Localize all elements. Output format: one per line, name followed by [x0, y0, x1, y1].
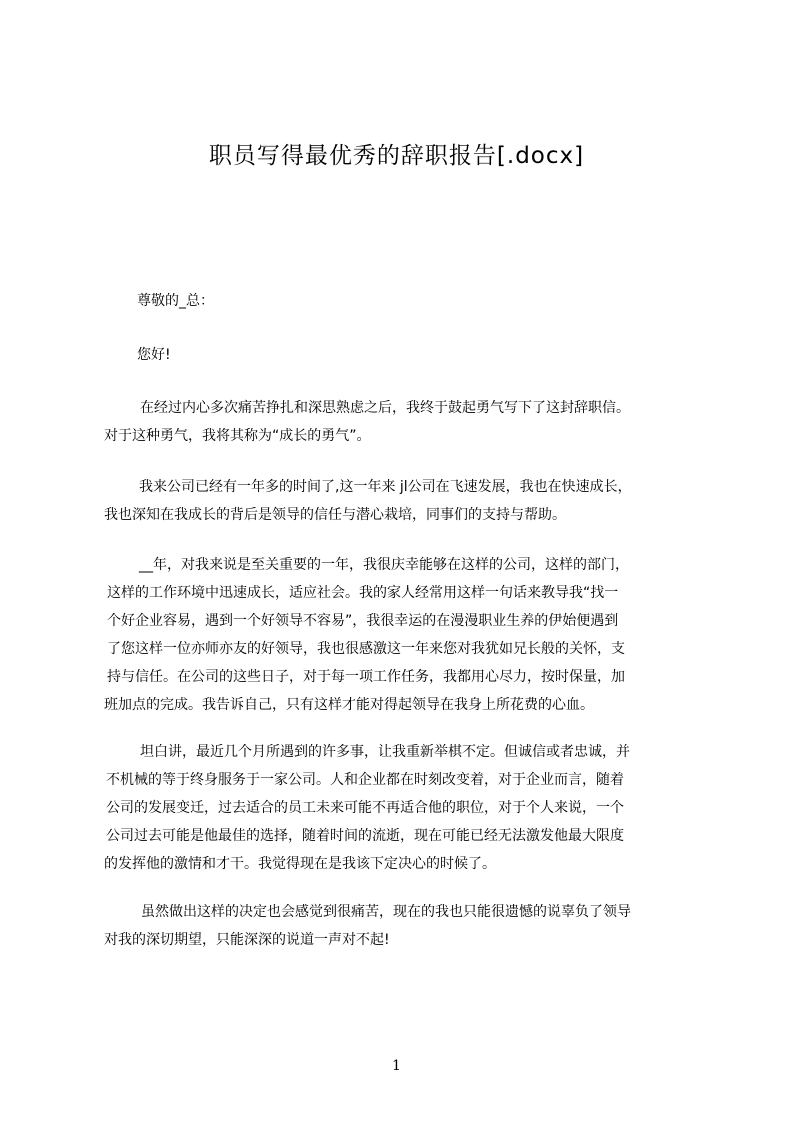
paragraph-line: 班加点的完成。我告诉自己，只有这样才能对得起领导在我身上所花费的心血。 [104, 697, 594, 713]
paragraph-line: 持与信任。在公司的这些日子，对于每一项工作任务，我都用心尽力，按时保量，加 [107, 669, 625, 685]
paragraph-3 [100, 551, 720, 719]
page-number: 1 [392, 1058, 401, 1074]
paragraph-line: 这样的工作环境中迅速成长，适应社会。我的家人经常用这样一句话来教导我“找一 [107, 585, 619, 601]
paragraph-line: 了您这样一位亦师亦友的好领导，我也很感激这一年来您对我犹如兄长般的关怀，支 [107, 641, 625, 657]
paragraph-1 [100, 394, 720, 450]
paragraph-line: 的发挥他的激情和才干。我觉得现在是我该下定决心的时候了。 [104, 856, 496, 872]
paragraph-line: 对于这种勇气，我将其称为“成长的勇气”。 [104, 428, 371, 444]
paragraph-line: __年，对我来说是至关重要的一年，我很庆幸能够在这样的公司，这样的部门， [139, 557, 629, 573]
paragraph-line: 公司的发展变迁，过去适合的员工未来可能不再适合他的职位，对于个人来说，一个 [106, 800, 624, 816]
document-title: 职员写得最优秀的辞职报告[.docx] [208, 143, 585, 169]
paragraph-line: 坦白讲，最近几个月所遇到的许多事，让我重新举棋不定。但诚信或者忠诚，并 [140, 744, 630, 760]
paragraph-line: 我来公司已经有一年多的时间了,这一年来 jl公司在飞速发展，我也在快速成长， [139, 479, 632, 495]
paragraph-line: 公司过去可能是他最佳的选择，随着时间的流逝，现在可能已经无法激发他最大限度 [106, 828, 624, 844]
paragraph-line: 我也深知在我成长的背后是领导的信任与潜心栽培，同事们的支持与帮助。 [104, 507, 566, 523]
greeting: 您好! [137, 347, 171, 363]
salutation: 尊敬的_总： [137, 293, 214, 309]
paragraph-4 [100, 738, 720, 878]
paragraph-line: 个好企业容易，遇到一个好领导不容易”，我很幸运的在漫漫职业生养的伊始便遇到 [107, 613, 619, 629]
paragraph-2 [100, 473, 720, 529]
paragraph-line: 虽然做出这样的决定也会感觉到很痛苦，现在的我也只能很遗憾的说辜负了领导 [141, 904, 631, 920]
paragraph-5 [100, 898, 720, 954]
paragraph-line: 对我的深切期望，只能深深的说道一声对不起! [104, 932, 390, 948]
paragraph-line: 在经过内心多次痛苦挣扎和深思熟虑之后，我终于鼓起勇气写下了这封辞职信。 [140, 400, 630, 416]
paragraph-line: 不机械的等于终身服务于一家公司。人和企业都在时刻改变着，对于企业而言，随着 [106, 772, 624, 788]
